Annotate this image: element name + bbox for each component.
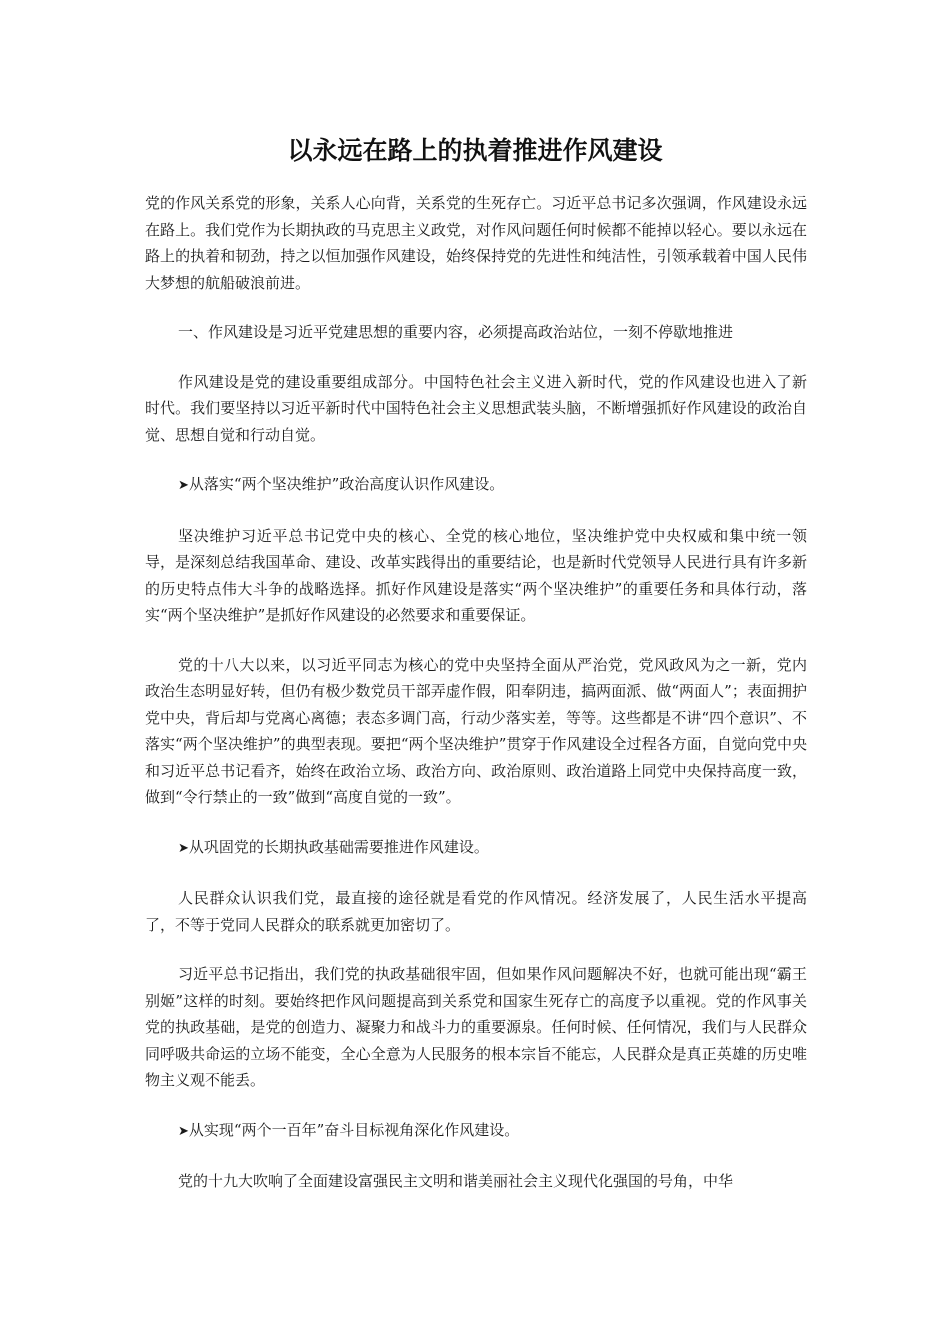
arrow-bullet-icon: ➤	[178, 840, 189, 856]
bullet-heading	[145, 1117, 807, 1146]
bullet-heading-text: 从巩固党的长期执政基础需要推进作风建设。	[188, 837, 489, 856]
section-heading: 一、作风建设是习近平党建思想的重要内容，必须提高政治站位，一刻不停歇地推进	[178, 323, 734, 341]
paragraph: 坚决维护习近平总书记党中央的核心、全党的核心地位，坚决维护党中央权威和集中统一领导，是深刻总结我国革命、建设、改革实践得出的重要结论，也是新时代党领导人民进行具有许多新的历史特点伟大斗争的战略选择。抓好作风建设是落实“两个坚决维护”的重要任务和具体行动，落实“两个坚决维护”是抓好作风建设的必然要求和重要保证。	[145, 526, 807, 624]
paragraph: 党的十八大以来，以习近平同志为核心的党中央坚持全面从严治党，党风政风为之一新，党内政治生态明显好转，但仍有极少数党员干部弄虚作假，阳奉阴违，搞两面派、做“两面人”；表面拥护党中央，背后却与党离心离德；表态多调门高，行动少落实差，等等。这些都是不讲“四个意识”、不落实“两个坚决维护”的典型表现。要把“两个坚决维护”贯穿于作风建设全过程各方面，自觉向党中央和习近平总书记看齐，始终在政治立场、政治方向、政治原则、政治道路上同党中央保持高度一致，做到“令行禁止的一致”做到“高度自觉的一致”。	[145, 655, 807, 806]
paragraph: 作风建设是党的建设重要组成部分。中国特色社会主义进入新时代，党的作风建设也进入了新时代。我们要坚持以习近平新时代中国特色社会主义思想武装头脑，不断增强抓好作风建设的政治自觉、思想自觉和行动自觉。	[145, 372, 807, 444]
arrow-bullet-icon: ➤	[178, 478, 189, 493]
paragraph: 人民群众认识我们党，最直接的途径就是看党的作风情况。经济发展了，人民生活水平提高了，不等于党同人民群众的联系就更加密切了。	[145, 889, 807, 934]
document-title: 以永远在路上的执着推进作风建设	[287, 136, 663, 165]
document-body	[145, 190, 807, 1218]
arrow-bullet-icon: ➤	[178, 1123, 189, 1139]
paragraph: 党的作风关系党的形象，关系人心向背，关系党的生死存亡。习近平总书记多次强调，作风建设永远在路上。我们党作为长期执政的马克思主义政党，对作风问题任何时候都不能掉以轻心。要以永远在路上的执着和韧劲，持之以恒加强作风建设，始终保持党的先进性和纯洁性，引领承载着中国人民伟大梦想的航船破浪前进。	[145, 194, 807, 292]
paragraph: 习近平总书记指出，我们党的执政基础很牢固，但如果作风问题解决不好，也就可能出现“霸王别姬”这样的时刻。要始终把作风问题提高到关系党和国家生死存亡的高度予以重视。党的作风事关党的执政基础，是党的创造力、凝聚力和战斗力的重要源泉。任何时候、任何情况，我们与人民群众同呼吸共命运的立场不能变，全心全意为人民服务的根本宗旨不能忘，人民群众是真正英雄的历史唯物主义观不能丢。	[145, 965, 807, 1089]
bullet-heading	[145, 834, 807, 863]
bullet-heading-text: 从实现“两个一百年”奋斗目标视角深化作风建设。	[188, 1120, 520, 1139]
bullet-heading	[145, 471, 807, 500]
bullet-heading-text: 从落实“两个坚决维护”政治高度认识作风建设。	[188, 475, 505, 493]
paragraph: 党的十九大吹响了全面建设富强民主文明和谐美丽社会主义现代化强国的号角，中华	[178, 1172, 734, 1190]
